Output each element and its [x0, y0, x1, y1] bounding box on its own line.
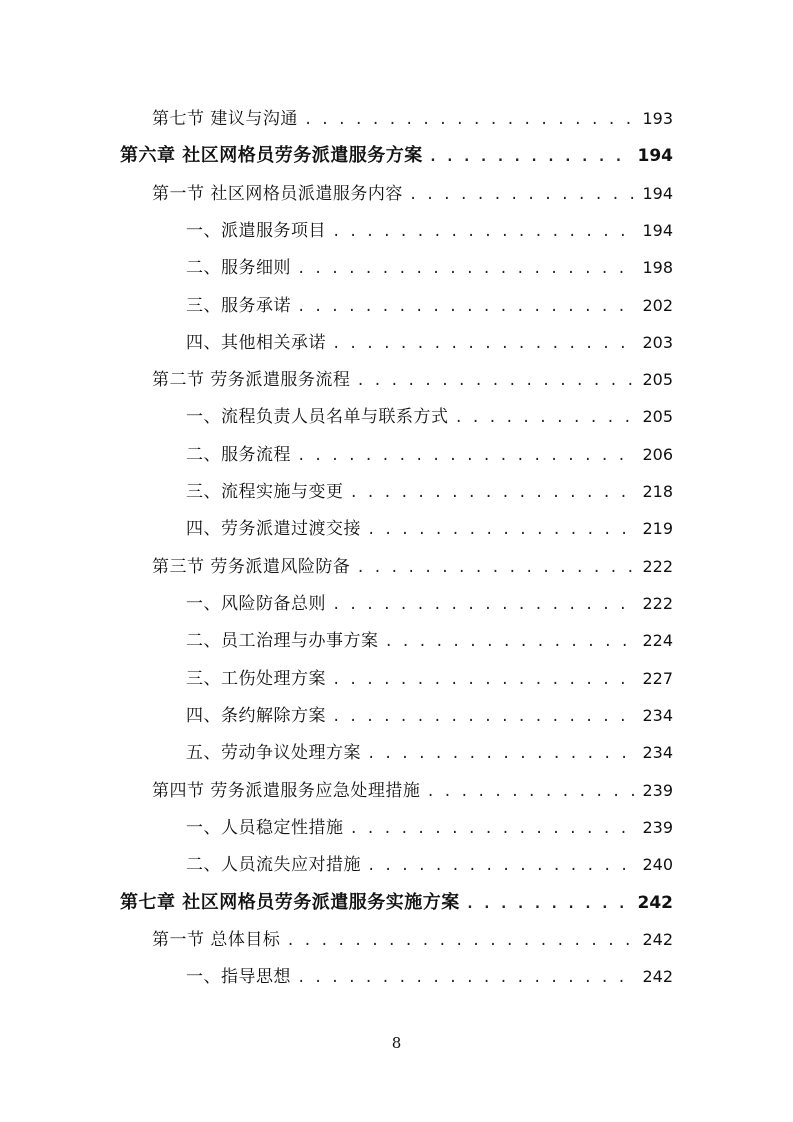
toc-entry-page: 227	[642, 669, 673, 688]
toc-entry[interactable]	[186, 701, 673, 731]
toc-entry-page: 194	[642, 184, 673, 203]
toc-entry-page: 194	[642, 221, 673, 240]
dot-leader	[409, 180, 637, 210]
toc-entry[interactable]	[152, 925, 673, 955]
dot-leader	[350, 814, 637, 844]
toc-entry[interactable]	[186, 514, 673, 544]
dot-leader	[297, 963, 636, 993]
toc-entry[interactable]	[186, 738, 673, 768]
toc-entry-page: 203	[642, 333, 673, 352]
toc-entry-title: 第七章 社区网格员劳务派遣服务实施方案	[120, 892, 460, 913]
dot-leader	[297, 441, 636, 471]
toc-entry-title: 第六章 社区网格员劳务派遣服务方案	[120, 145, 423, 166]
toc-entry-title: 一、派遣服务项目	[186, 221, 326, 241]
toc-entry-page: 242	[642, 930, 673, 949]
toc-entry-title: 二、员工治理与办事方案	[186, 631, 379, 651]
toc-entry-title: 第一节 社区网格员派遣服务内容	[152, 184, 403, 204]
dot-leader	[297, 292, 636, 322]
toc-entry-title: 第一节 总体目标	[152, 930, 281, 950]
toc-entry[interactable]	[186, 589, 673, 619]
toc-entry-title: 三、服务承诺	[186, 296, 291, 316]
dot-leader	[356, 366, 636, 396]
dot-leader	[367, 515, 636, 545]
toc-entry[interactable]	[186, 402, 673, 432]
dot-leader	[332, 702, 636, 732]
toc-entry[interactable]	[186, 626, 673, 656]
toc-entry-chapter[interactable]	[120, 141, 673, 171]
toc-entry-title: 第四节 劳务派遣服务应急处理措施	[152, 781, 421, 801]
dot-leader	[385, 627, 637, 657]
dot-leader	[304, 105, 637, 135]
toc-entry[interactable]	[152, 104, 673, 134]
dot-leader	[466, 889, 632, 919]
toc-entry-page: 194	[637, 146, 673, 166]
toc-entry-page: 206	[642, 445, 673, 464]
toc-entry[interactable]	[186, 328, 673, 358]
toc-entry-title: 第二节 劳务派遣服务流程	[152, 370, 351, 390]
toc-entry-title: 一、人员稳定性措施	[186, 818, 344, 838]
toc-entry[interactable]	[152, 179, 673, 209]
toc-entry-page: 222	[642, 557, 673, 576]
toc-entry[interactable]	[152, 552, 673, 582]
toc-entry-page: 239	[642, 781, 673, 800]
dot-leader	[367, 851, 636, 881]
toc-entry-page: 234	[642, 706, 673, 725]
toc-entry[interactable]	[152, 365, 673, 395]
toc-entry-page: 242	[637, 893, 673, 913]
toc-entry[interactable]	[186, 664, 673, 694]
toc-entry-page: 239	[642, 818, 673, 837]
toc-entry-page: 240	[642, 855, 673, 874]
dot-leader	[350, 478, 637, 508]
toc-entry-title: 四、其他相关承诺	[186, 333, 326, 353]
dot-leader	[332, 665, 636, 695]
toc-entry-title: 第七节 建议与沟通	[152, 109, 298, 129]
toc-entry-page: 202	[642, 296, 673, 315]
toc-entry-page: 224	[642, 631, 673, 650]
dot-leader	[356, 553, 636, 583]
toc-entry-page: 222	[642, 594, 673, 613]
toc-entry-title: 第三节 劳务派遣风险防备	[152, 557, 351, 577]
toc-entry-chapter[interactable]	[120, 888, 673, 918]
toc-entry[interactable]	[186, 253, 673, 283]
toc-entry-title: 一、流程负责人员名单与联系方式	[186, 407, 449, 427]
dot-leader	[426, 777, 636, 807]
toc-entry-title: 四、条约解除方案	[186, 706, 326, 726]
toc-entry-page: 234	[642, 743, 673, 762]
toc-entry-title: 三、流程实施与变更	[186, 482, 344, 502]
dot-leader	[297, 254, 636, 284]
toc-entry-page: 218	[642, 482, 673, 501]
dot-leader	[332, 217, 636, 247]
toc-entry[interactable]	[186, 477, 673, 507]
toc-entry-page: 205	[642, 407, 673, 426]
toc-entry-title: 一、风险防备总则	[186, 594, 326, 614]
toc-entry[interactable]	[186, 291, 673, 321]
toc-entry[interactable]	[152, 776, 673, 806]
toc-entry[interactable]	[186, 813, 673, 843]
toc-entry-page: 219	[642, 519, 673, 538]
dot-leader	[286, 926, 636, 956]
toc-entry-page: 198	[642, 258, 673, 277]
page-number: 8	[391, 1034, 402, 1052]
toc-entry[interactable]	[186, 440, 673, 470]
toc-entry-title: 四、劳务派遣过渡交接	[186, 519, 361, 539]
toc-entry-page: 242	[642, 967, 673, 986]
toc-entry-title: 二、服务细则	[186, 258, 291, 278]
toc-entry[interactable]	[186, 962, 673, 992]
toc-entry-title: 一、指导思想	[186, 967, 291, 987]
toc-entry-title: 二、人员流失应对措施	[186, 855, 361, 875]
dot-leader	[429, 142, 632, 172]
toc-entry-title: 三、工伤处理方案	[186, 669, 326, 689]
toc-entry-title: 二、服务流程	[186, 445, 291, 465]
dot-leader	[332, 590, 636, 620]
toc-entry[interactable]	[186, 850, 673, 880]
dot-leader	[367, 739, 636, 769]
toc-entry-page: 205	[642, 370, 673, 389]
toc-entry[interactable]	[186, 216, 673, 246]
toc-entry-title: 五、劳动争议处理方案	[186, 743, 361, 763]
dot-leader	[332, 329, 636, 359]
dot-leader	[455, 403, 637, 433]
toc-entry-page: 193	[642, 109, 673, 128]
